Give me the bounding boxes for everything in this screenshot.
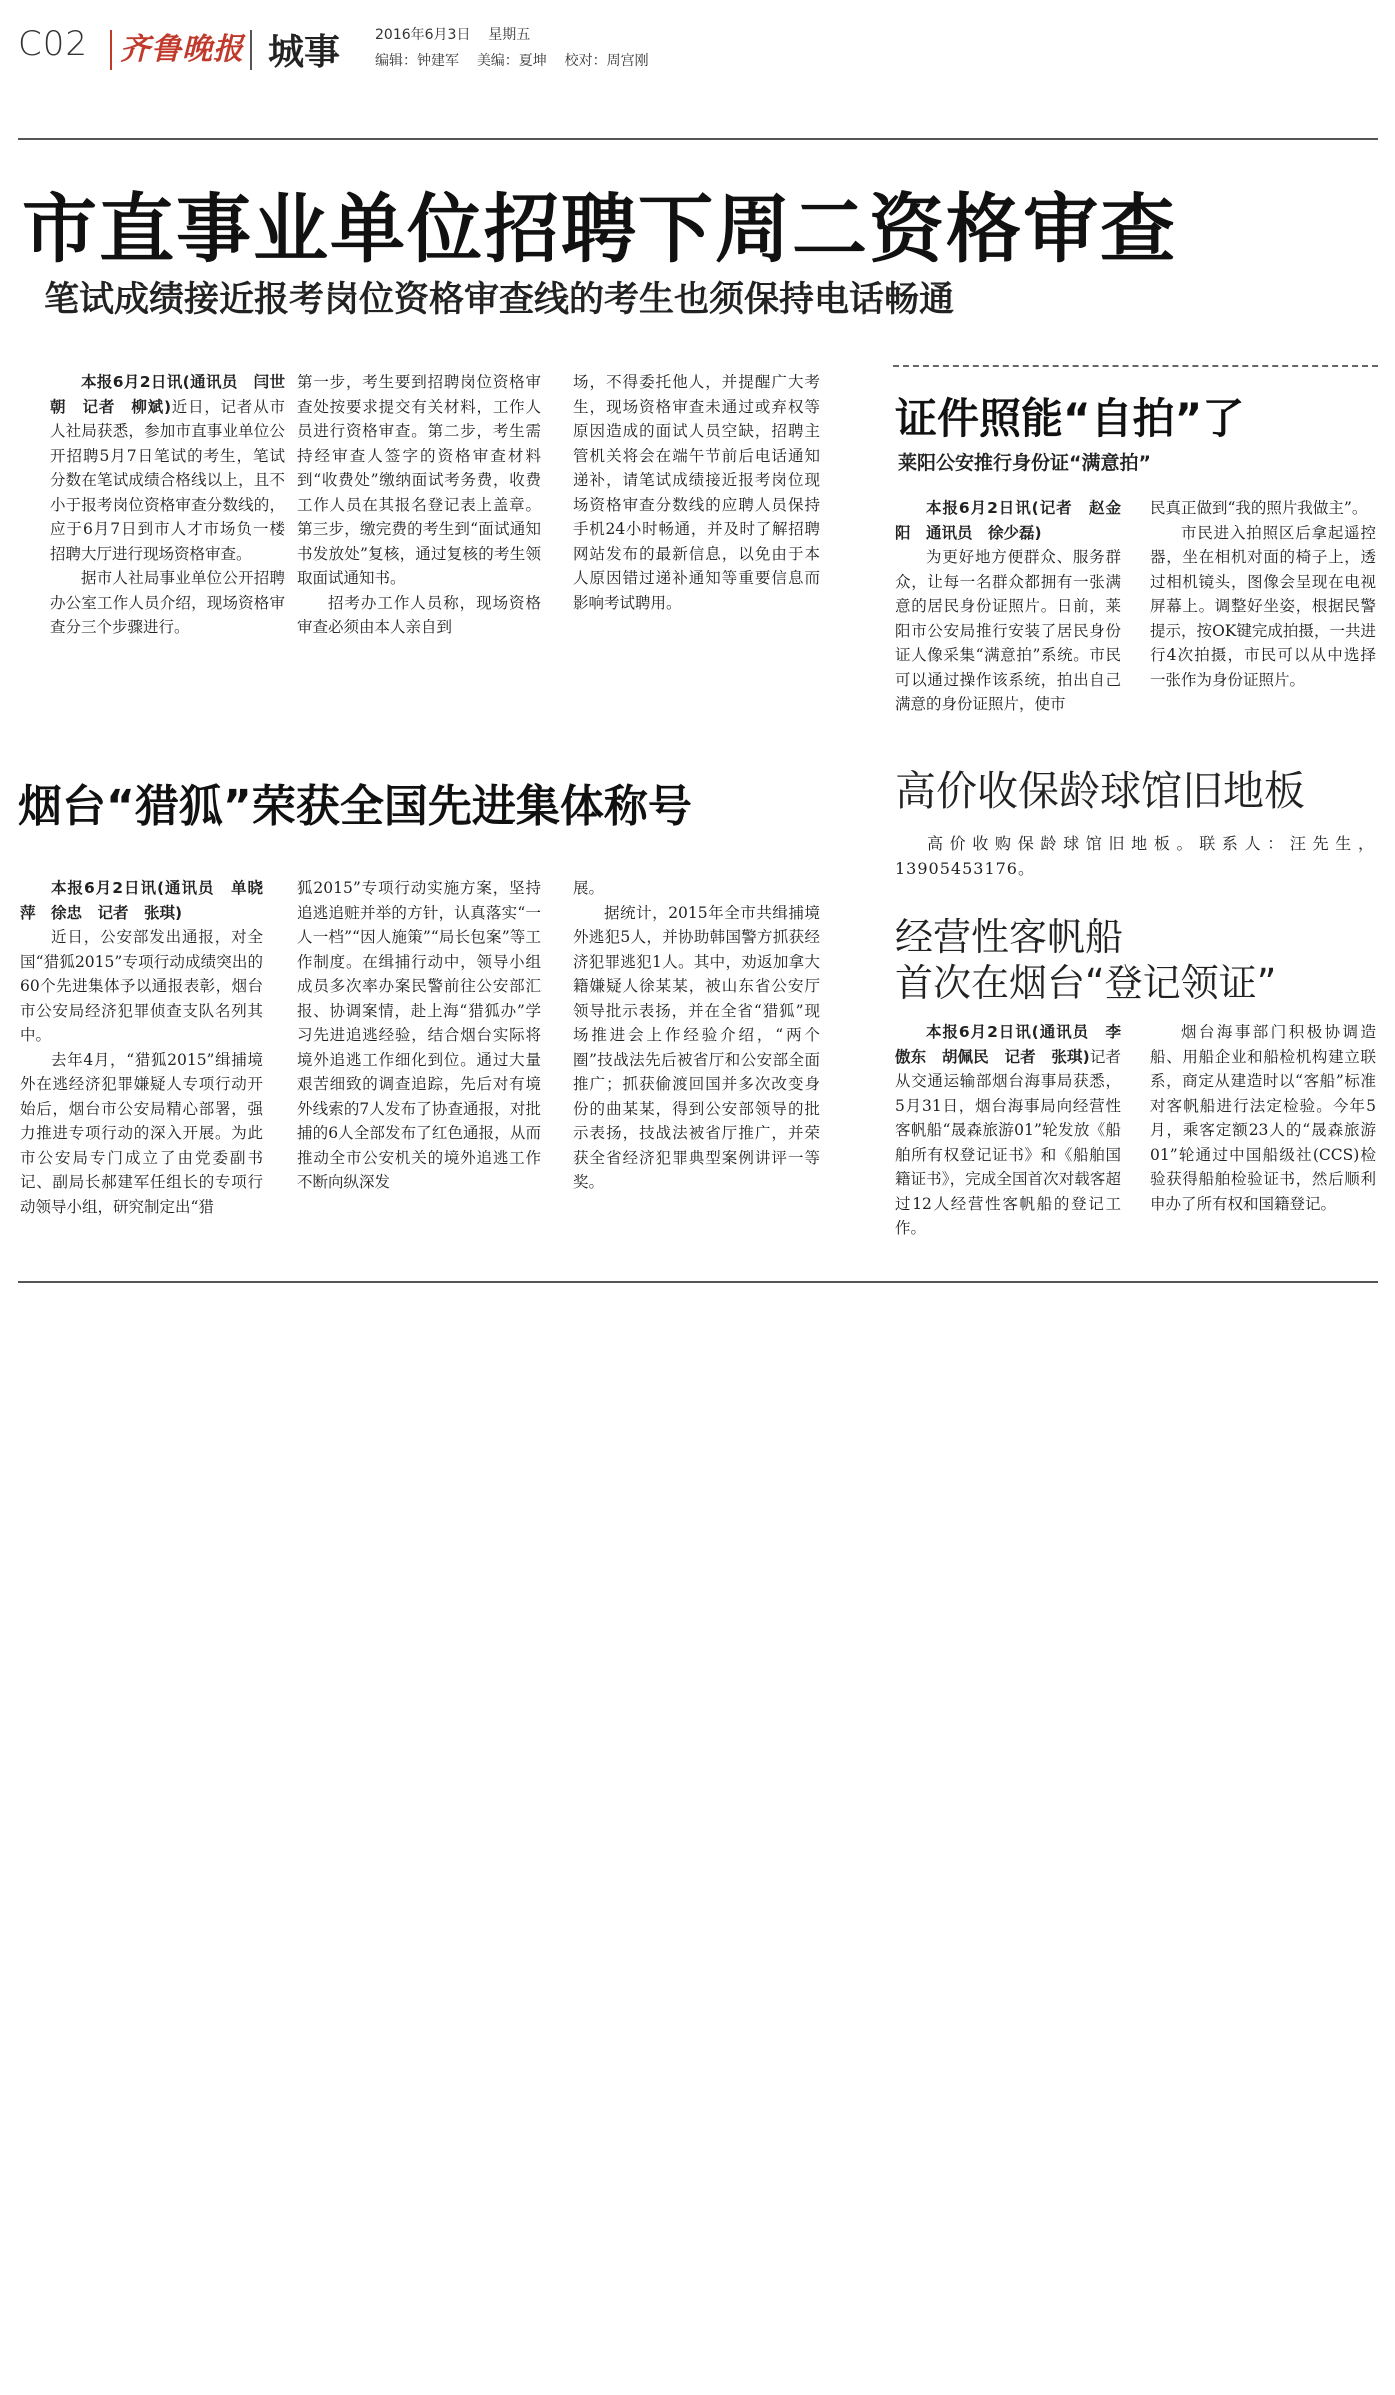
article4-body <box>895 832 1375 881</box>
page-number: C02 <box>18 24 89 64</box>
article5-column-1 <box>895 1020 1121 1241</box>
article1-column-2 <box>297 370 541 640</box>
paper-logo: 齐鲁晚报 <box>120 32 244 67</box>
article3-column-3 <box>573 876 820 1195</box>
article1-column-3 <box>573 370 820 615</box>
article3-text: 近日，公安部发出通报，对全国“猎狐2015”专项行动成绩突出的60个先进集体予以通报表彰，烟台市公安局经济犯罪侦查支队名列其中。 <box>20 928 263 1044</box>
article1-byline: 本报6月2日讯(通讯员 闫世朝 记者 柳斌) <box>50 373 285 416</box>
article1-column-1 <box>50 370 285 640</box>
right-top-dashed-rule <box>893 365 1378 367</box>
article5-column-2 <box>1150 1020 1376 1216</box>
top-rule <box>18 138 1378 140</box>
editor-credit: 编辑：钟建军 <box>375 53 459 69</box>
article1-text: 第一步，考生要到招聘岗位资格审查处按要求提交有关材料，工作人员进行资格审查。第二步，考生需持经审查人签字的资格审查材料到“收费处”缴纳面试考务费，收费工作人员在其报名登记表上盖章。第三步，缴完费的考生到“面试通知书发放处”复核，通过复核的考生领取面试通知书。 <box>297 373 541 587</box>
article3-text: 据统计，2015年全市共缉捕境外逃犯5人，并协助韩国警方抓获经济犯罪逃犯1人。其中，劝返加拿大籍嫌疑人徐某某，被山东省公安厅领导批示表扬，并在全省“猎狐”现场推进会上作经验介绍，“两个圈”技战法先后被省厅和公安部全面推广；抓获偷渡回国并多次改变身份的曲某某，得到公安部领导的批示表扬，技战法被省厅推广，并荣获全省经济犯罪典型案例讲评一等奖。 <box>573 903 820 1191</box>
article5-text: 烟台海事部门积极协调造船、用船企业和船检机构建立联系，商定从建造时以“客船”标准对客帆船进行法定检验。今年5月，乘客定额23人的“晟森旅游01”轮通过中国船级社(CCS)检验获得船舶检验证书，然后顺利申办了所有权和国籍登记。 <box>1150 1023 1376 1213</box>
article3-text: 狐2015”专项行动实施方案，坚持追逃追赃并举的方针，认真落实“一人一档”“因人施策”“局长包案”等工作制度。在缉捕行动中，领导小组成员多次率办案民警前往公安部汇报、协调案情，赴上海“猎狐办”学习先进追逃经验，结合烟台实际将境外追逃工作细化到位。通过大量艰苦细致的调查追踪，先后对有境外线索的7人发布了协查通报，对批捕的6人全部发布了红色通报，从而推动全市公安机关的境外追逃工作不断向纵深发 <box>297 879 541 1191</box>
article1-text: 近日，记者从市人社局获悉，参加市直事业单位公开招聘5月7日笔试的考生，笔试分数在笔试成绩合格线以上，且不小于报考岗位资格审查分数线的，应于6月7日到市人才市场负一楼招聘大厅进行现场资格审查。 <box>50 397 285 563</box>
article3-column-1 <box>20 876 263 1219</box>
article3-column-2 <box>297 876 541 1195</box>
masthead-divider <box>110 30 112 70</box>
article2-byline: 本报6月2日讯(记者 赵金阳 通讯员 徐少磊) <box>895 499 1121 542</box>
issue-weekday: 星期五 <box>488 27 531 43</box>
main-subheadline: 笔试成绩接近报考岗位资格审查线的考生也须保持电话畅通 <box>44 280 955 320</box>
section-title: 城事 <box>268 32 341 73</box>
article2-headline: 证件照能“自拍”了 <box>895 394 1245 443</box>
article2-text: 民真正做到“我的照片我做主”。 <box>1150 499 1368 517</box>
issue-date: 2016年6月3日 <box>375 27 471 43</box>
article2-text: 为更好地方便群众、服务群众，让每一名群众都拥有一张满意的居民身份证照片。日前，莱阳市公安局推行安装了居民身份证人像采集“满意拍”系统。市民可以通过操作该系统，拍出自己满意的身份证照片，使市 <box>895 548 1121 713</box>
masthead-meta <box>375 24 530 44</box>
article2-subheadline: 莱阳公安推行身份证“满意拍” <box>898 452 1151 474</box>
article5-byline: 本报6月2日讯(通讯员 李傲东 胡佩民 记者 张琪) <box>895 1023 1121 1066</box>
main-headline: 市直事业单位招聘下周二资格审查 <box>22 185 1178 273</box>
article3-byline: 本报6月2日讯(通讯员 单晓萍 徐忠 记者 张琪) <box>20 879 263 922</box>
article5-headline-line2: 首次在烟台“登记领证” <box>895 961 1277 1005</box>
bottom-rule <box>18 1281 1378 1283</box>
art-editor-credit: 美编：夏坤 <box>476 53 547 69</box>
masthead-credits <box>375 50 649 70</box>
article3-text: 展。 <box>573 879 605 897</box>
article1-text: 招考办工作人员称，现场资格审查必须由本人亲自到 <box>297 593 541 636</box>
article2-column-2 <box>1150 496 1376 692</box>
article3-headline: 烟台“猎狐”荣获全国先进集体称号 <box>18 781 692 832</box>
article2-column-1 <box>895 496 1121 717</box>
proofreader-credit: 校对：周宫刚 <box>564 53 649 69</box>
masthead-divider-2 <box>250 30 252 70</box>
article1-text: 场，不得委托他人，并提醒广大考生，现场资格审查未通过或弃权等原因造成的面试人员空缺，招聘主管机关将会在端午节前后电话通知递补，请笔试成绩接近报考岗位现场资格审查分数线的应聘人员保持手机24小时畅通，并及时了解招聘网站发布的最新信息，以免由于本人原因错过递补通知等重要信息而影响考试聘用。 <box>573 373 820 612</box>
article4-text: 高价收购保龄球馆旧地板。联系人：汪先生，13905453176。 <box>895 834 1375 878</box>
article2-text: 市民进入拍照区后拿起遥控器，坐在相机对面的椅子上，透过相机镜头，图像会呈现在电视屏幕上。调整好坐姿，根据民警提示，按OK键完成拍摄，一共进行4次拍摄，市民可以从中选择一张作为身份证照片。 <box>1150 523 1376 689</box>
article4-headline: 高价收保龄球馆旧地板 <box>895 767 1305 815</box>
article3-text: 去年4月，“猎狐2015”缉捕境外在逃经济犯罪嫌疑人专项行动开始后，烟台市公安局精心部署，强力推进专项行动的深入开展。为此市公安局专门成立了由党委副书记、副局长郝建军任组长的专项行动领导小组，研究制定出“猎 <box>20 1050 263 1216</box>
article5-text: 记者从交通运输部烟台海事局获悉，5月31日，烟台海事局向经营性客帆船“晟森旅游01”轮发放《船舶所有权登记证书》和《船舶国籍证书》，完成全国首次对载客超过12人经营性客帆船的登记工作。 <box>895 1047 1121 1237</box>
article1-text: 据市人社局事业单位公开招聘办公室工作人员介绍，现场资格审查分三个步骤进行。 <box>50 569 285 636</box>
article5-headline-line1: 经营性客帆船 <box>895 915 1124 959</box>
